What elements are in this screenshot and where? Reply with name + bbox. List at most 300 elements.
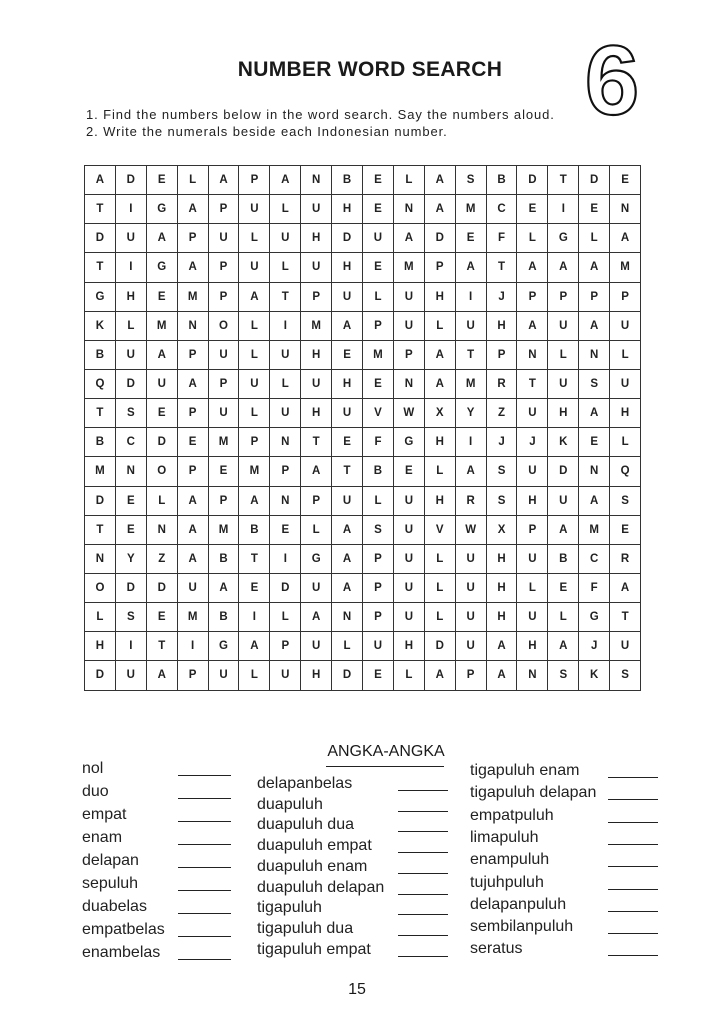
grid-cell: V — [424, 515, 455, 544]
grid-cell: A — [177, 369, 208, 398]
answer-blank[interactable] — [608, 777, 658, 778]
grid-cell: C — [115, 428, 146, 457]
grid-cell: N — [146, 515, 177, 544]
grid-cell: P — [393, 340, 424, 369]
grid-cell: U — [301, 369, 332, 398]
grid-cell: L — [424, 603, 455, 632]
answer-blank[interactable] — [398, 852, 448, 853]
grid-cell: T — [239, 544, 270, 573]
grid-cell: A — [486, 632, 517, 661]
grid-cell: L — [424, 544, 455, 573]
grid-cell: P — [579, 282, 610, 311]
answer-blank[interactable] — [398, 935, 448, 936]
grid-cell: A — [548, 632, 579, 661]
grid-cell: L — [270, 195, 301, 224]
grid-cell: U — [115, 224, 146, 253]
grid-cell: A — [208, 573, 239, 602]
grid-cell: K — [85, 311, 116, 340]
grid-cell: M — [301, 311, 332, 340]
grid-cell: A — [455, 253, 486, 282]
grid-cell: T — [85, 253, 116, 282]
grid-cell: E — [115, 486, 146, 515]
grid-cell: A — [393, 224, 424, 253]
grid-cell: A — [610, 573, 641, 602]
grid-cell: P — [363, 544, 394, 573]
grid-row — [85, 457, 641, 486]
grid-cell: U — [610, 369, 641, 398]
grid-cell: W — [455, 515, 486, 544]
grid-cell: S — [486, 486, 517, 515]
grid-cell: X — [486, 515, 517, 544]
grid-cell: P — [517, 282, 548, 311]
grid-cell: N — [579, 340, 610, 369]
number-word: duapuluh dua — [257, 816, 354, 834]
grid-cell: N — [177, 311, 208, 340]
grid-cell: U — [455, 603, 486, 632]
grid-cell: L — [332, 632, 363, 661]
number-word: tujuhpuluh — [470, 873, 544, 891]
instruction-1: 1. Find the numbers below in the word search. Say the numbers aloud. — [86, 107, 555, 122]
grid-cell: A — [332, 311, 363, 340]
grid-cell: L — [548, 603, 579, 632]
grid-cell: H — [332, 195, 363, 224]
grid-cell: S — [455, 166, 486, 195]
grid-row — [85, 224, 641, 253]
grid-cell: R — [610, 544, 641, 573]
grid-cell: P — [610, 282, 641, 311]
grid-cell: I — [177, 632, 208, 661]
grid-cell: U — [208, 340, 239, 369]
grid-cell: F — [486, 224, 517, 253]
grid-cell: L — [363, 486, 394, 515]
grid-cell: M — [177, 282, 208, 311]
grid-cell: M — [85, 457, 116, 486]
grid-cell: U — [393, 573, 424, 602]
grid-cell: A — [486, 661, 517, 690]
number-word: sepuluh — [82, 875, 139, 892]
grid-cell: P — [208, 282, 239, 311]
grid-cell: L — [146, 486, 177, 515]
grid-cell: H — [301, 224, 332, 253]
grid-cell: H — [610, 399, 641, 428]
answer-blank[interactable] — [398, 914, 448, 915]
number-word: duabelas — [82, 898, 147, 915]
word-search-grid — [84, 165, 641, 691]
grid-cell: T — [486, 253, 517, 282]
answer-blank[interactable] — [608, 933, 658, 934]
grid-cell: V — [363, 399, 394, 428]
grid-cell: D — [85, 661, 116, 690]
grid-cell: L — [239, 340, 270, 369]
number-word: enam — [82, 829, 123, 846]
grid-cell: M — [455, 195, 486, 224]
grid-row — [85, 661, 641, 690]
grid-cell: I — [239, 603, 270, 632]
grid-cell: N — [270, 428, 301, 457]
answer-blank[interactable] — [398, 894, 448, 895]
grid-cell: F — [363, 428, 394, 457]
number-word: nol — [82, 760, 104, 777]
grid-cell: J — [579, 632, 610, 661]
grid-cell: E — [208, 457, 239, 486]
grid-cell: P — [270, 632, 301, 661]
grid-row — [85, 340, 641, 369]
grid-cell: P — [517, 515, 548, 544]
grid-cell: T — [85, 195, 116, 224]
page-title: NUMBER WORD SEARCH — [237, 58, 503, 81]
grid-cell: U — [301, 253, 332, 282]
grid-cell: E — [239, 573, 270, 602]
number-word: enampuluh — [470, 851, 550, 869]
grid-cell: S — [115, 399, 146, 428]
grid-cell: H — [486, 603, 517, 632]
grid-cell: U — [332, 282, 363, 311]
grid-cell: U — [393, 282, 424, 311]
grid-cell: U — [177, 573, 208, 602]
grid-cell: A — [424, 661, 455, 690]
grid-cell: S — [363, 515, 394, 544]
grid-cell: R — [455, 486, 486, 515]
grid-cell: A — [548, 253, 579, 282]
grid-row — [85, 632, 641, 661]
grid-row — [85, 166, 641, 195]
number-word: duapuluh delapan — [257, 878, 385, 896]
grid-cell: U — [517, 544, 548, 573]
answer-blank[interactable] — [178, 890, 231, 891]
grid-cell: H — [486, 544, 517, 573]
grid-cell: S — [610, 661, 641, 690]
grid-cell: P — [177, 457, 208, 486]
answer-blank[interactable] — [608, 844, 658, 845]
answer-blank[interactable] — [398, 790, 448, 791]
grid-cell: B — [85, 340, 116, 369]
grid-cell: A — [177, 515, 208, 544]
grid-cell: D — [332, 661, 363, 690]
grid-cell: A — [177, 195, 208, 224]
grid-cell: P — [208, 486, 239, 515]
grid-cell: L — [517, 573, 548, 602]
grid-cell: P — [270, 457, 301, 486]
number-word: delapanpuluh — [470, 895, 567, 913]
grid-cell: A — [424, 369, 455, 398]
grid-cell: U — [270, 340, 301, 369]
grid-cell: G — [146, 253, 177, 282]
grid-cell: U — [610, 311, 641, 340]
grid-cell: N — [85, 544, 116, 573]
number-word: tigapuluh — [257, 899, 322, 917]
grid-cell: E — [177, 428, 208, 457]
grid-cell: G — [301, 544, 332, 573]
answer-blank[interactable] — [178, 844, 231, 845]
answer-blank[interactable] — [178, 959, 231, 960]
section-title: ANGKA-ANGKA — [327, 743, 445, 760]
answer-blank[interactable] — [398, 811, 448, 812]
grid-cell: A — [579, 253, 610, 282]
grid-cell: I — [548, 195, 579, 224]
grid-cell: L — [424, 311, 455, 340]
answer-blank[interactable] — [178, 821, 231, 822]
grid-cell: Q — [610, 457, 641, 486]
grid-cell: U — [363, 224, 394, 253]
grid-cell: L — [270, 253, 301, 282]
grid-cell: L — [610, 340, 641, 369]
grid-cell: D — [332, 224, 363, 253]
grid-row — [85, 195, 641, 224]
grid-cell: N — [579, 457, 610, 486]
grid-cell: A — [332, 573, 363, 602]
grid-cell: D — [115, 573, 146, 602]
grid-cell: T — [517, 369, 548, 398]
grid-cell: K — [548, 428, 579, 457]
grid-cell: L — [239, 224, 270, 253]
number-word: duapuluh — [257, 795, 323, 813]
grid-cell: E — [548, 573, 579, 602]
grid-cell: A — [610, 224, 641, 253]
grid-row — [85, 253, 641, 282]
grid-cell: U — [393, 311, 424, 340]
grid-cell: D — [146, 428, 177, 457]
grid-cell: P — [455, 661, 486, 690]
answer-blank[interactable] — [608, 955, 658, 956]
grid-cell: E — [363, 166, 394, 195]
grid-cell: I — [115, 253, 146, 282]
grid-cell: A — [85, 166, 116, 195]
grid-cell: A — [146, 224, 177, 253]
grid-cell: M — [579, 515, 610, 544]
grid-cell: L — [548, 340, 579, 369]
grid-cell: I — [455, 428, 486, 457]
grid-cell: A — [270, 166, 301, 195]
grid-cell: C — [579, 544, 610, 573]
grid-cell: U — [270, 661, 301, 690]
grid-cell: G — [548, 224, 579, 253]
grid-cell: P — [177, 224, 208, 253]
grid-cell: E — [610, 515, 641, 544]
answer-blank[interactable] — [398, 956, 448, 957]
grid-cell: A — [301, 457, 332, 486]
grid-cell: S — [610, 486, 641, 515]
grid-cell: T — [455, 340, 486, 369]
grid-cell: L — [610, 428, 641, 457]
grid-cell: M — [610, 253, 641, 282]
grid-cell: U — [517, 457, 548, 486]
grid-cell: D — [424, 632, 455, 661]
number-word: delapanbelas — [257, 775, 353, 792]
grid-cell: S — [579, 369, 610, 398]
answer-blank[interactable] — [608, 911, 658, 912]
grid-cell: B — [332, 166, 363, 195]
grid-cell: M — [146, 311, 177, 340]
grid-cell: Y — [115, 544, 146, 573]
grid-cell: T — [548, 166, 579, 195]
grid-cell: A — [579, 311, 610, 340]
grid-cell: E — [455, 224, 486, 253]
grid-cell: J — [486, 428, 517, 457]
grid-cell: H — [332, 369, 363, 398]
grid-cell: P — [548, 282, 579, 311]
grid-cell: P — [177, 399, 208, 428]
number-word: tigapuluh enam — [470, 762, 580, 779]
grid-cell: B — [486, 166, 517, 195]
grid-cell: E — [332, 340, 363, 369]
grid-cell: L — [239, 311, 270, 340]
grid-cell: U — [455, 632, 486, 661]
grid-cell: E — [363, 253, 394, 282]
number-word: tigapuluh empat — [257, 940, 371, 958]
grid-cell: N — [301, 166, 332, 195]
grid-cell: Z — [146, 544, 177, 573]
answer-blank[interactable] — [178, 936, 231, 937]
grid-cell: U — [393, 603, 424, 632]
grid-cell: H — [486, 311, 517, 340]
grid-cell: U — [239, 195, 270, 224]
grid-cell: G — [146, 195, 177, 224]
grid-cell: L — [393, 661, 424, 690]
grid-cell: H — [301, 661, 332, 690]
number-word: delapan — [82, 852, 139, 869]
grid-cell: U — [455, 311, 486, 340]
grid-cell: D — [270, 573, 301, 602]
grid-cell: P — [301, 282, 332, 311]
grid-cell: E — [363, 195, 394, 224]
grid-cell: H — [486, 573, 517, 602]
number-word: limapuluh — [470, 828, 539, 846]
answer-blank[interactable] — [608, 799, 658, 800]
grid-cell: R — [486, 369, 517, 398]
number-word: empatbelas — [82, 921, 165, 938]
grid-cell: K — [579, 661, 610, 690]
grid-cell: N — [270, 486, 301, 515]
grid-cell: N — [393, 195, 424, 224]
grid-cell: P — [208, 195, 239, 224]
grid-cell: D — [115, 166, 146, 195]
grid-cell: D — [517, 166, 548, 195]
grid-cell: J — [517, 428, 548, 457]
grid-cell: U — [208, 224, 239, 253]
grid-cell: W — [393, 399, 424, 428]
grid-cell: M — [363, 340, 394, 369]
grid-row — [85, 399, 641, 428]
number-word: empat — [82, 806, 127, 823]
svg-text:6: 6 — [584, 34, 640, 122]
grid-cell: L — [239, 399, 270, 428]
instruction-2: 2. Write the numerals beside each Indonesian number. — [86, 124, 448, 139]
grid-cell: U — [393, 544, 424, 573]
grid-cell: A — [424, 166, 455, 195]
grid-cell: N — [517, 340, 548, 369]
grid-cell: U — [455, 544, 486, 573]
grid-row — [85, 603, 641, 632]
grid-cell: T — [85, 515, 116, 544]
grid-cell: U — [332, 399, 363, 428]
grid-cell: D — [115, 369, 146, 398]
grid-cell: P — [177, 340, 208, 369]
grid-cell: U — [548, 486, 579, 515]
number-word: duo — [82, 783, 109, 800]
grid-cell: U — [393, 486, 424, 515]
grid-cell: T — [301, 428, 332, 457]
grid-row — [85, 282, 641, 311]
grid-cell: A — [332, 544, 363, 573]
grid-cell: G — [208, 632, 239, 661]
grid-cell: L — [270, 603, 301, 632]
answer-blank[interactable] — [608, 889, 658, 890]
grid-cell: T — [270, 282, 301, 311]
grid-cell: G — [579, 603, 610, 632]
grid-cell: A — [239, 282, 270, 311]
grid-row — [85, 311, 641, 340]
answer-blank[interactable] — [178, 775, 231, 776]
grid-cell: J — [486, 282, 517, 311]
grid-cell: U — [270, 224, 301, 253]
grid-cell: T — [146, 632, 177, 661]
answer-blank[interactable] — [398, 873, 448, 874]
grid-cell: B — [85, 428, 116, 457]
grid-cell: D — [146, 573, 177, 602]
grid-cell: X — [424, 399, 455, 428]
grid-cell: E — [579, 428, 610, 457]
number-word: seratus — [470, 940, 523, 958]
grid-cell: U — [208, 399, 239, 428]
answer-blank[interactable] — [608, 866, 658, 867]
grid-cell: A — [177, 544, 208, 573]
grid-cell: U — [301, 573, 332, 602]
grid-cell: E — [363, 661, 394, 690]
grid-cell: M — [393, 253, 424, 282]
answer-blank[interactable] — [178, 913, 231, 914]
number-word: duapuluh empat — [257, 837, 372, 855]
grid-cell: P — [363, 603, 394, 632]
answer-blank[interactable] — [608, 822, 658, 823]
grid-cell: H — [332, 253, 363, 282]
grid-cell: E — [146, 399, 177, 428]
answer-blank[interactable] — [178, 867, 231, 868]
grid-cell: E — [517, 195, 548, 224]
grid-cell: P — [208, 369, 239, 398]
grid-cell: M — [455, 369, 486, 398]
grid-cell: U — [517, 603, 548, 632]
grid-cell: Y — [455, 399, 486, 428]
grid-cell: Q — [85, 369, 116, 398]
grid-cell: N — [332, 603, 363, 632]
grid-cell: L — [177, 166, 208, 195]
grid-cell: T — [85, 399, 116, 428]
grid-cell: E — [146, 282, 177, 311]
grid-cell: E — [393, 457, 424, 486]
grid-cell: A — [424, 340, 455, 369]
grid-cell: D — [85, 486, 116, 515]
grid-cell: P — [239, 428, 270, 457]
number-word: enambelas — [82, 944, 161, 961]
grid-cell: H — [424, 486, 455, 515]
grid-row — [85, 486, 641, 515]
grid-cell: U — [517, 399, 548, 428]
grid-cell: M — [208, 515, 239, 544]
number-word: empatpuluh — [470, 806, 554, 824]
grid-cell: L — [424, 457, 455, 486]
grid-cell: G — [393, 428, 424, 457]
grid-cell: H — [85, 632, 116, 661]
grid-cell: H — [301, 340, 332, 369]
answer-blank[interactable] — [178, 798, 231, 799]
number-word: sembilanpuluh — [470, 918, 574, 936]
grid-cell: U — [332, 486, 363, 515]
grid-cell: U — [115, 340, 146, 369]
grid-cell: A — [146, 661, 177, 690]
answer-blank[interactable] — [398, 831, 448, 832]
grid-cell: U — [301, 632, 332, 661]
grid-cell: U — [393, 515, 424, 544]
